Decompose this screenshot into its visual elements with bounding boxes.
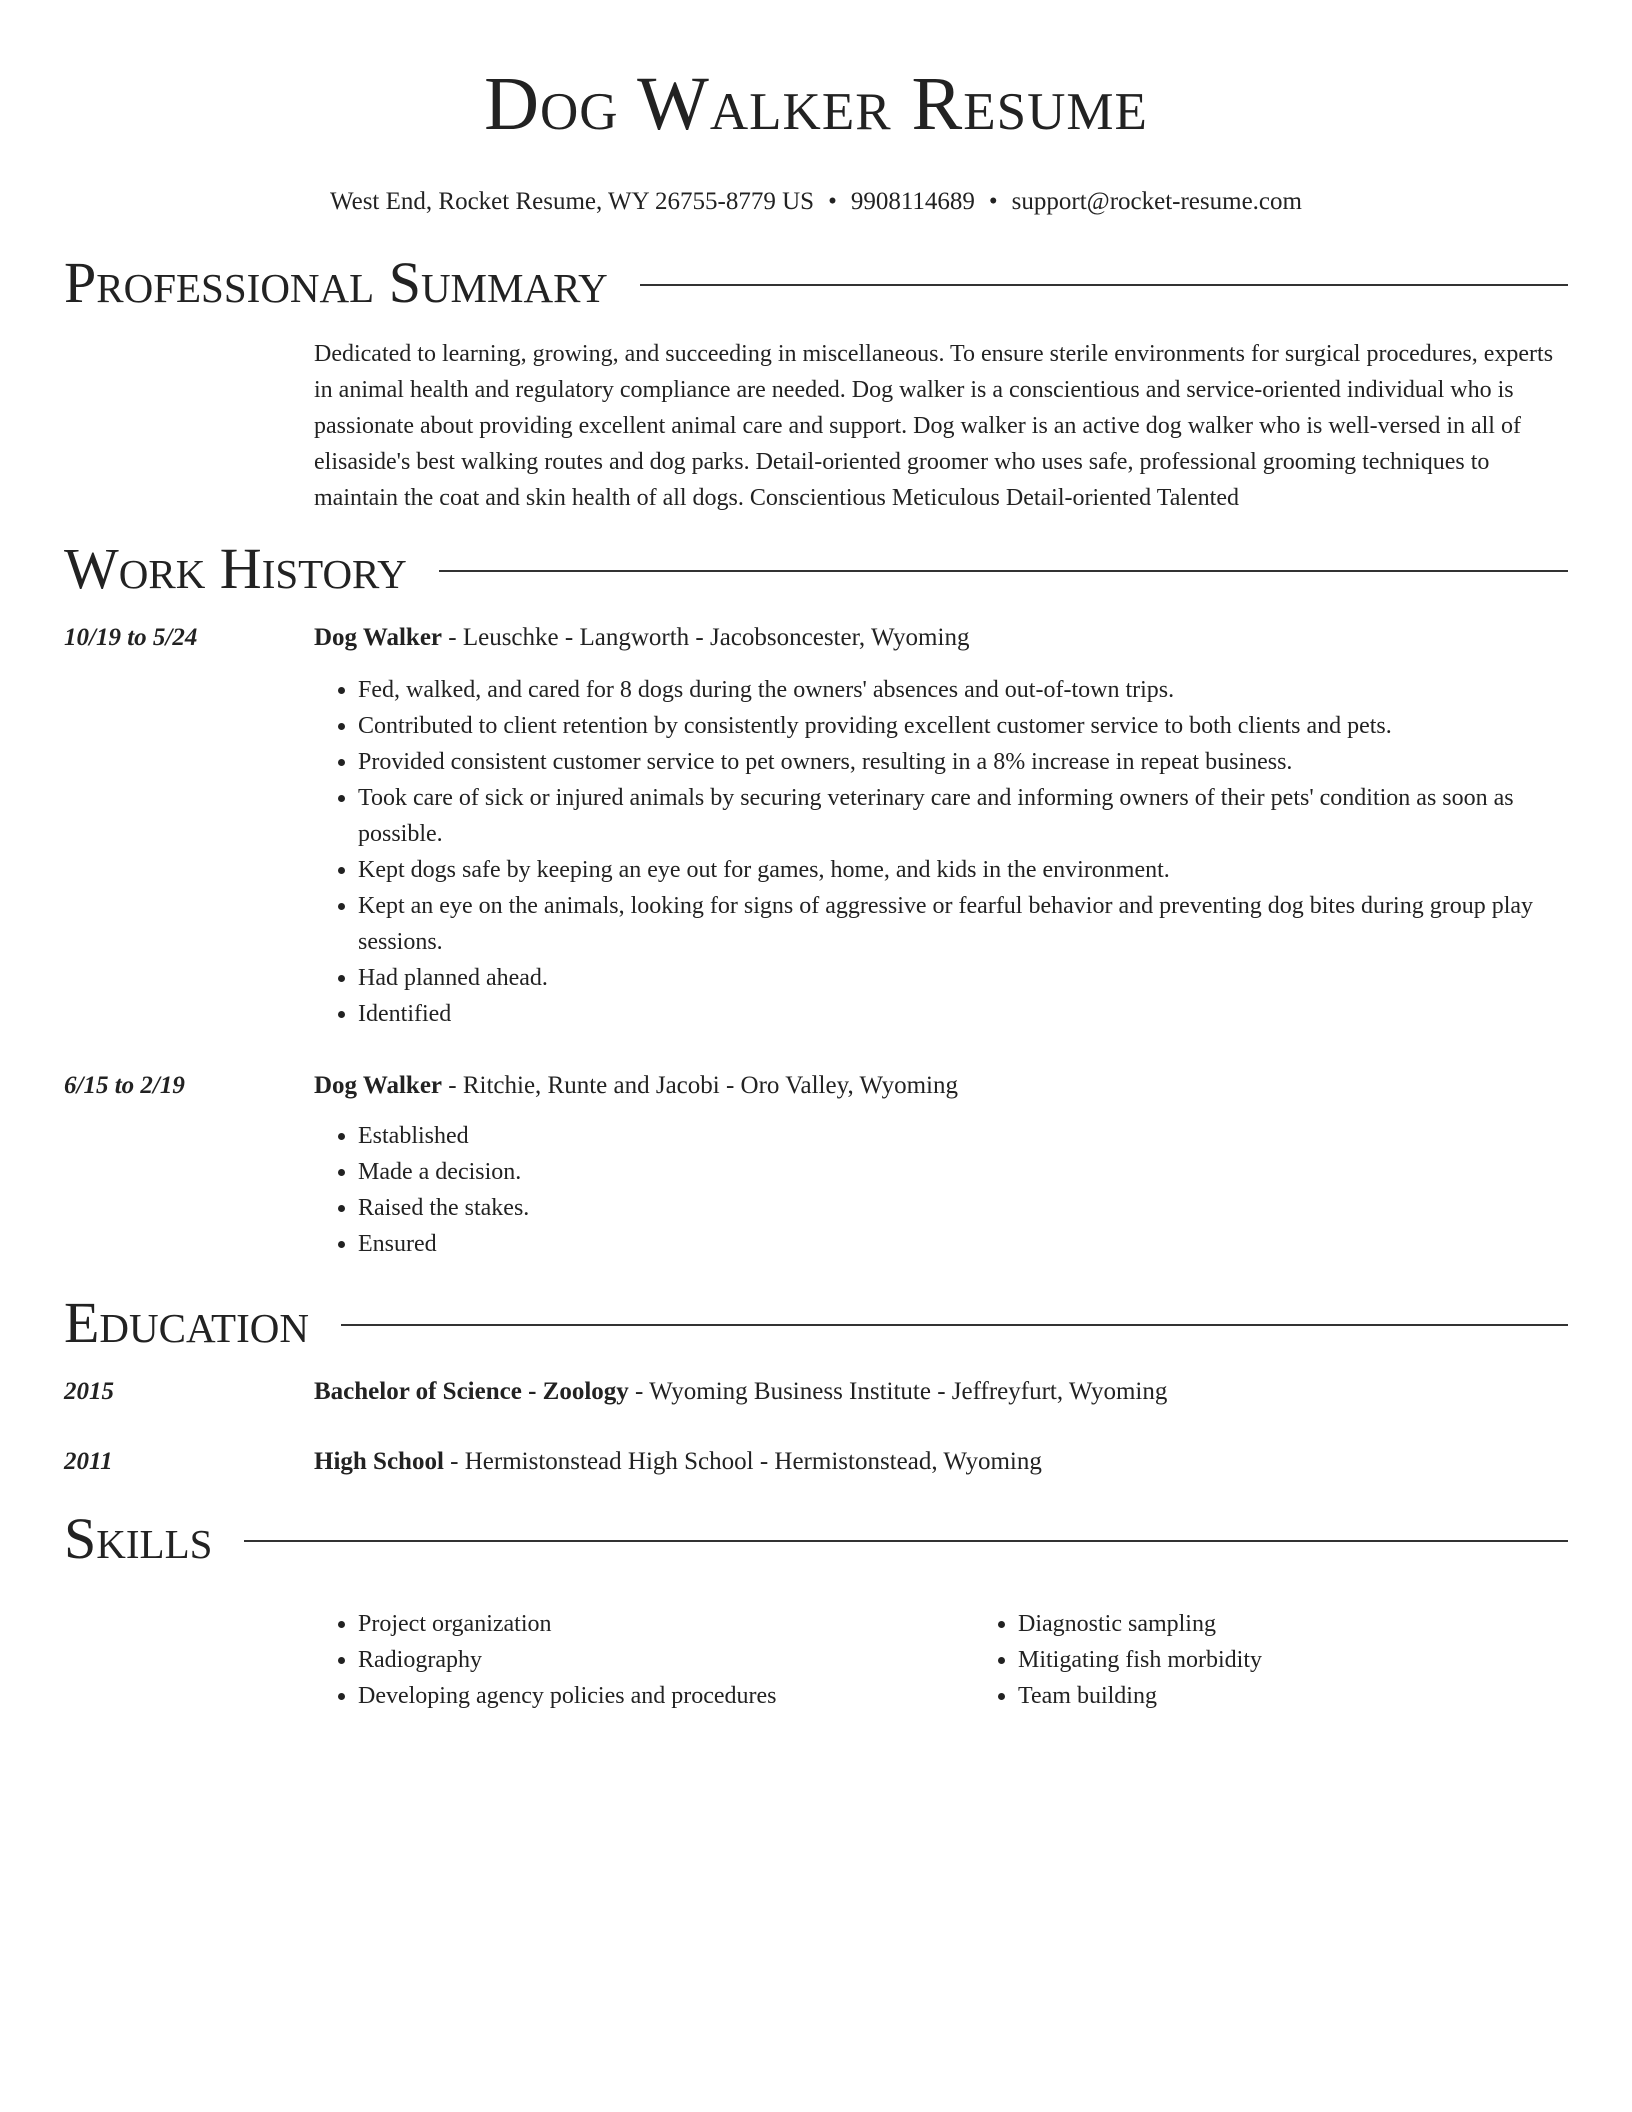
job-bullet: • Raised the stakes. [358,1190,1568,1226]
job-bullet: • Contributed to client retention by consistently providing excellent customer service to both clients and pets. [358,708,1568,744]
contact-separator: • [828,188,837,215]
skill-item: • Mitigating fish morbidity [1018,1642,1632,1678]
contact-phone: 9908114689 [850,188,975,215]
contact-email: support@rocket-resume.com [1011,188,1302,215]
job-details: - Leuschke - Langworth - Jacobsoncester, Wyoming [442,624,970,651]
education-headline [314,1376,1568,1408]
education-degree: High School [314,1448,444,1475]
work-section-header [64,534,1568,604]
job-bullet: • Made a decision. [358,1154,1568,1190]
skill-item: • Developing agency policies and procedures [358,1678,974,1714]
education-year: 2015 [64,1378,114,1405]
education-details: - Hermistonstead High School - Hermistonstead, Wyoming [443,1448,1042,1475]
job-dates: 6/15 to 2/19 [64,1072,185,1099]
skill-item: • Project organization [358,1606,974,1642]
job-bullets [314,672,1568,1032]
job-bullet: • Identified [358,996,1568,1032]
job-bullets [314,1118,1568,1262]
job-bullet: • Provided consistent customer service to pet owners, resulting in a 8% increase in repeat business. [358,744,1568,780]
education-details: - Wyoming Business Institute - Jeffreyfurt, Wyoming [628,1378,1168,1405]
section-divider [439,570,1568,572]
section-divider [244,1540,1568,1542]
education-entry [64,1446,1568,1478]
section-divider [640,284,1568,286]
job-entry [64,1070,1568,1262]
skills-column-right [974,1606,1632,1714]
skill-item: • Team building [1018,1678,1632,1714]
contact-line [64,186,1568,218]
resume-title: Dog Walker Resume [484,62,1148,146]
contact-address: West End, Rocket Resume, WY 26755-8779 US [330,188,815,215]
job-headline [314,622,1568,654]
job-body [314,622,1568,1032]
skills-heading: Skills [64,1506,213,1571]
contact-separator: • [988,188,998,215]
education-body [314,1376,1568,1408]
job-title: Dog Walker [314,1072,443,1099]
job-bullet: • Had planned ahead. [358,960,1568,996]
job-bullet: • Kept an eye on the animals, looking for signs of aggressive or fearful behavior and preventing dog bites during group play sessions. [358,888,1568,960]
skills-list [314,1606,1568,1714]
work-heading: Work History [64,536,407,601]
job-bullet: • Ensured [358,1226,1568,1262]
job-headline [314,1070,1568,1102]
education-degree: Bachelor of Science - Zoology [314,1378,629,1405]
skill-item: • Diagnostic sampling [1018,1606,1632,1642]
section-divider [341,1324,1568,1326]
skills-section-header [64,1504,1568,1574]
job-bullet: • Took care of sick or injured animals by securing veterinary care and informing owners of their pets' condition as soon as possible. [358,780,1568,852]
job-dates: 10/19 to 5/24 [64,624,198,651]
summary-text: Dedicated to learning, growing, and succeeding in miscellaneous. To ensure sterile environments for surgical procedures, experts in animal health and regulatory compliance are needed. Dog walker is a conscientious and service-oriented individual who is passionate about providing excellent animal care and support. Dog walker is an active dog walker who is well-versed in all of elisaside's best walking routes and dog parks. Detail-oriented groomer who uses safe, professional grooming techniques to maintain the coat and skin health of all dogs. Conscientious Meticulous Detail-oriented Talented [314,341,1554,511]
job-details: - Ritchie, Runte and Jacobi - Oro Valley, Wyoming [442,1072,959,1099]
education-heading: Education [64,1290,309,1355]
education-year: 2011 [64,1448,113,1475]
summary-section-header [64,248,1568,318]
job-title: Dog Walker [314,624,443,651]
job-bullet: • Kept dogs safe by keeping an eye out for games, home, and kids in the environment. [358,852,1568,888]
education-section-header [64,1288,1568,1358]
education-body [314,1446,1568,1478]
job-bullet: • Fed, walked, and cared for 8 dogs during the owners' absences and out-of-town trips. [358,672,1568,708]
skill-item: • Radiography [358,1642,974,1678]
education-headline [314,1446,1568,1478]
job-entry [64,622,1568,1032]
skills-column-left [314,1606,974,1714]
education-entry [64,1376,1568,1408]
job-body [314,1070,1568,1262]
job-bullet: • Established [358,1118,1568,1154]
summary-heading: Professional Summary [64,250,608,315]
